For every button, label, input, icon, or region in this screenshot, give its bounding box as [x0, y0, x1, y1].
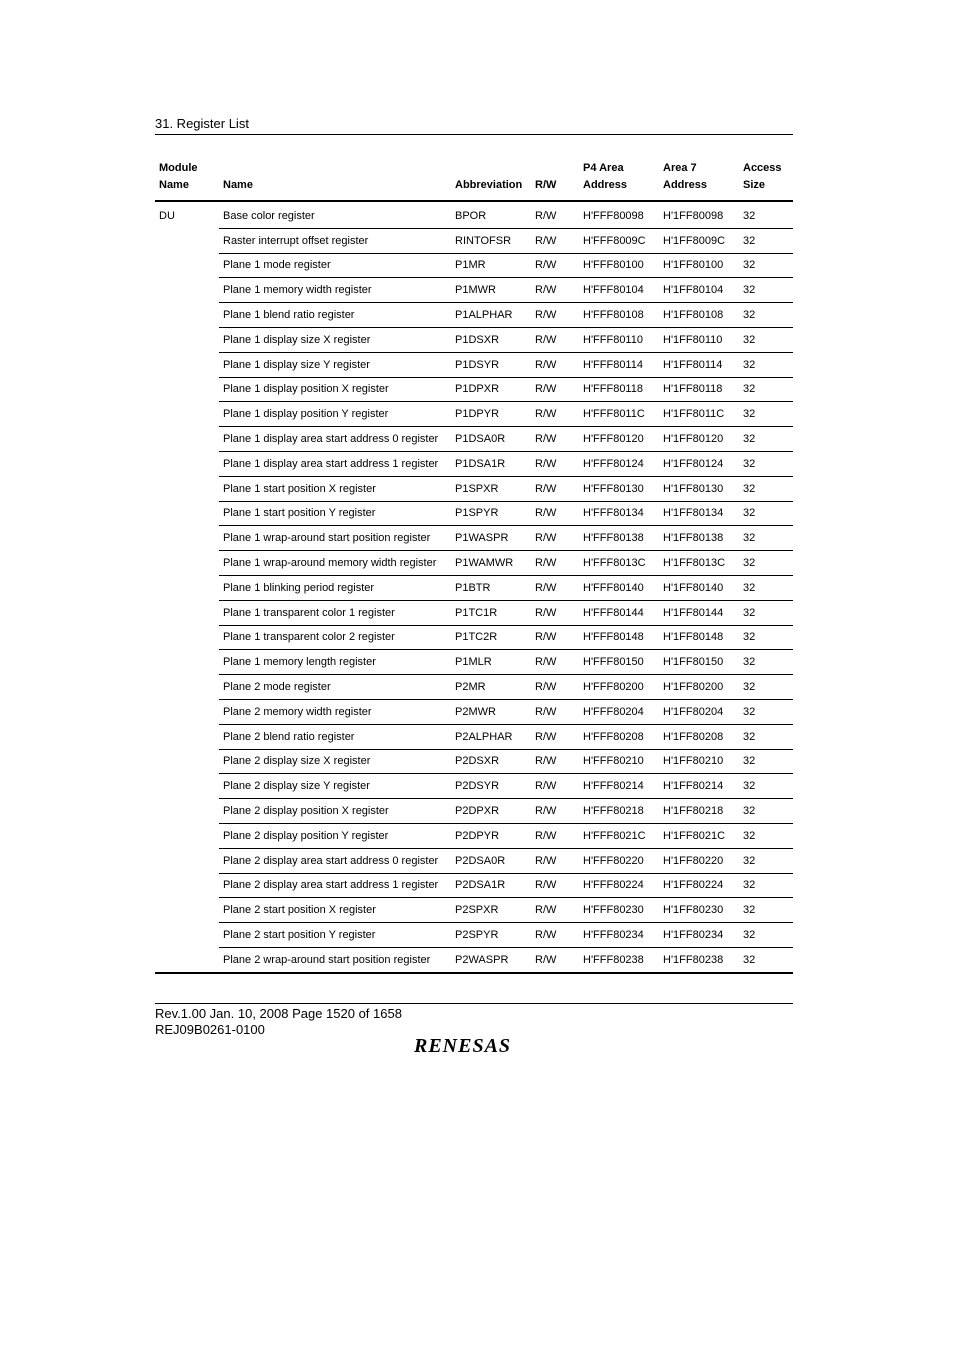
rw: R/W	[531, 749, 579, 774]
p4-address: H'FFF80200	[579, 675, 659, 700]
rw: R/W	[531, 774, 579, 799]
rw: R/W	[531, 551, 579, 576]
section-title: 31. Register List	[155, 116, 249, 131]
module-name	[155, 575, 219, 600]
access-size: 32	[739, 923, 793, 948]
access-size: 32	[739, 551, 793, 576]
rw: R/W	[531, 278, 579, 303]
module-name	[155, 278, 219, 303]
p4-address: H'FFF80218	[579, 799, 659, 824]
area7-address: H'1FF80110	[659, 327, 739, 352]
rw: R/W	[531, 352, 579, 377]
area7-address: H'1FF80108	[659, 303, 739, 328]
area7-address: H'1FF80218	[659, 799, 739, 824]
module-name	[155, 427, 219, 452]
rw: R/W	[531, 823, 579, 848]
rw: R/W	[531, 501, 579, 526]
table-row	[155, 823, 793, 848]
register-name: Plane 1 blend ratio register	[219, 303, 451, 328]
rw: R/W	[531, 402, 579, 427]
abbreviation: RINTOFSR	[451, 228, 531, 253]
p4-address: H'FFF80204	[579, 699, 659, 724]
module-name	[155, 327, 219, 352]
module-name	[155, 650, 219, 675]
area7-address: H'1FF80150	[659, 650, 739, 675]
register-name: Plane 1 transparent color 2 register	[219, 625, 451, 650]
revision-line: Rev.1.00 Jan. 10, 2008 Page 1520 of 1658	[155, 1006, 402, 1021]
area7-address: H'1FF80134	[659, 501, 739, 526]
module-name: DU	[159, 210, 175, 223]
renesas-logo-text: RENESAS	[414, 1035, 512, 1056]
register-name: Plane 2 display position X register	[219, 799, 451, 824]
abbreviation: P2DPXR	[451, 799, 531, 824]
abbreviation: P2MWR	[451, 699, 531, 724]
col-header-module: Module Name	[155, 160, 219, 201]
renesas-logo	[412, 1034, 534, 1056]
abbreviation: P2SPYR	[451, 923, 531, 948]
module-name	[155, 947, 219, 972]
access-size: 32	[739, 278, 793, 303]
col-header-p4-address: P4 Area Address	[579, 160, 659, 201]
area7-address: H'1FF80098	[659, 201, 739, 228]
p4-address: H'FFF80220	[579, 848, 659, 873]
rw: R/W	[531, 947, 579, 972]
register-name: Plane 2 mode register	[219, 675, 451, 700]
table-row	[155, 377, 793, 402]
table-row	[155, 923, 793, 948]
register-name: Plane 1 blinking period register	[219, 575, 451, 600]
access-size: 32	[739, 526, 793, 551]
access-size: 32	[739, 675, 793, 700]
p4-address: H'FFF80140	[579, 575, 659, 600]
abbreviation: P1SPXR	[451, 476, 531, 501]
module-name	[155, 724, 219, 749]
table-row	[155, 526, 793, 551]
p4-address: H'FFF8021C	[579, 823, 659, 848]
p4-address: H'FFF80100	[579, 253, 659, 278]
col-header-access-size: Access Size	[739, 160, 793, 201]
p4-address: H'FFF80114	[579, 352, 659, 377]
access-size: 32	[739, 575, 793, 600]
access-size: 32	[739, 799, 793, 824]
table-row	[155, 898, 793, 923]
access-size: 32	[739, 625, 793, 650]
module-name	[155, 228, 219, 253]
abbreviation: P2DSYR	[451, 774, 531, 799]
table-row	[155, 650, 793, 675]
abbreviation: P1DPXR	[451, 377, 531, 402]
register-name: Base color register	[219, 201, 451, 228]
access-size: 32	[739, 848, 793, 873]
register-name: Raster interrupt offset register	[219, 228, 451, 253]
table-row	[155, 278, 793, 303]
area7-address: H'1FF8021C	[659, 823, 739, 848]
area7-address: H'1FF80114	[659, 352, 739, 377]
register-name: Plane 2 display area start address 1 register	[219, 873, 451, 898]
module-name	[155, 823, 219, 848]
col-header-area7-address: Area 7 Address	[659, 160, 739, 201]
access-size: 32	[739, 377, 793, 402]
p4-address: H'FFF80230	[579, 898, 659, 923]
area7-address: H'1FF80230	[659, 898, 739, 923]
area7-address: H'1FF80204	[659, 699, 739, 724]
page-footer	[155, 1003, 793, 1038]
table-row	[155, 402, 793, 427]
module-name	[155, 699, 219, 724]
register-name: Plane 1 display size Y register	[219, 352, 451, 377]
area7-address: H'1FF80208	[659, 724, 739, 749]
p4-address: H'FFF80210	[579, 749, 659, 774]
area7-address: H'1FF80224	[659, 873, 739, 898]
abbreviation: P2ALPHAR	[451, 724, 531, 749]
register-name: Plane 1 start position Y register	[219, 501, 451, 526]
access-size: 32	[739, 898, 793, 923]
table-row	[155, 575, 793, 600]
module-name	[155, 675, 219, 700]
table-row	[155, 848, 793, 873]
area7-address: H'1FF8011C	[659, 402, 739, 427]
p4-address: H'FFF8011C	[579, 402, 659, 427]
area7-address: H'1FF80140	[659, 575, 739, 600]
access-size: 32	[739, 427, 793, 452]
rw: R/W	[531, 699, 579, 724]
p4-address: H'FFF80098	[579, 201, 659, 228]
register-name: Plane 1 display area start address 1 register	[219, 451, 451, 476]
p4-address: H'FFF80104	[579, 278, 659, 303]
rw: R/W	[531, 873, 579, 898]
register-name: Plane 1 wrap-around memory width register	[219, 551, 451, 576]
area7-address: H'1FF80238	[659, 947, 739, 972]
access-size: 32	[739, 201, 793, 228]
access-size: 32	[739, 749, 793, 774]
module-name	[155, 352, 219, 377]
module-name	[155, 402, 219, 427]
table-row	[155, 327, 793, 352]
rw: R/W	[531, 923, 579, 948]
module-name	[155, 873, 219, 898]
rw: R/W	[531, 650, 579, 675]
register-name: Plane 1 display area start address 0 register	[219, 427, 451, 452]
area7-address: H'1FF80118	[659, 377, 739, 402]
rw: R/W	[531, 625, 579, 650]
access-size: 32	[739, 402, 793, 427]
table-row	[155, 774, 793, 799]
area7-address: H'1FF80144	[659, 600, 739, 625]
module-name	[155, 377, 219, 402]
register-name: Plane 1 display position X register	[219, 377, 451, 402]
register-name: Plane 2 start position X register	[219, 898, 451, 923]
access-size: 32	[739, 823, 793, 848]
table-row	[155, 303, 793, 328]
access-size: 32	[739, 476, 793, 501]
table-row	[155, 799, 793, 824]
access-size: 32	[739, 352, 793, 377]
p4-address: H'FFF80110	[579, 327, 659, 352]
table-row	[155, 451, 793, 476]
register-name: Plane 2 display area start address 0 register	[219, 848, 451, 873]
abbreviation: P1TC1R	[451, 600, 531, 625]
access-size: 32	[739, 600, 793, 625]
table-row	[155, 699, 793, 724]
table-row	[155, 625, 793, 650]
area7-address: H'1FF80148	[659, 625, 739, 650]
abbreviation: P1ALPHAR	[451, 303, 531, 328]
register-name: Plane 1 mode register	[219, 253, 451, 278]
p4-address: H'FFF80130	[579, 476, 659, 501]
abbreviation: P2DSA0R	[451, 848, 531, 873]
area7-address: H'1FF80214	[659, 774, 739, 799]
p4-address: H'FFF80234	[579, 923, 659, 948]
p4-address: H'FFF80138	[579, 526, 659, 551]
area7-address: H'1FF80200	[659, 675, 739, 700]
register-name: Plane 2 display position Y register	[219, 823, 451, 848]
abbreviation: P1DSA0R	[451, 427, 531, 452]
area7-address: H'1FF80104	[659, 278, 739, 303]
register-name: Plane 1 display position Y register	[219, 402, 451, 427]
abbreviation: P1MR	[451, 253, 531, 278]
register-name: Plane 2 display size Y register	[219, 774, 451, 799]
p4-address: H'FFF80118	[579, 377, 659, 402]
module-name	[155, 551, 219, 576]
p4-address: H'FFF80124	[579, 451, 659, 476]
abbreviation: P1DPYR	[451, 402, 531, 427]
module-name	[155, 526, 219, 551]
module-name	[155, 600, 219, 625]
p4-address: H'FFF80108	[579, 303, 659, 328]
abbreviation: P1TC2R	[451, 625, 531, 650]
area7-address: H'1FF80120	[659, 427, 739, 452]
access-size: 32	[739, 650, 793, 675]
access-size: 32	[739, 228, 793, 253]
abbreviation: P2WASPR	[451, 947, 531, 972]
abbreviation: P2SPXR	[451, 898, 531, 923]
col-header-name: Name	[219, 160, 451, 201]
area7-address: H'1FF80124	[659, 451, 739, 476]
abbreviation: P2DSXR	[451, 749, 531, 774]
area7-address: H'1FF8013C	[659, 551, 739, 576]
rw: R/W	[531, 575, 579, 600]
register-name: Plane 1 wrap-around start position register	[219, 526, 451, 551]
table-row	[155, 201, 793, 228]
module-name	[155, 625, 219, 650]
abbreviation: BPOR	[451, 201, 531, 228]
register-name: Plane 2 memory width register	[219, 699, 451, 724]
table-row	[155, 253, 793, 278]
abbreviation: P1DSXR	[451, 327, 531, 352]
table-row	[155, 675, 793, 700]
p4-address: H'FFF80120	[579, 427, 659, 452]
table-body	[155, 201, 793, 973]
p4-address: H'FFF80224	[579, 873, 659, 898]
abbreviation: P1MLR	[451, 650, 531, 675]
rw: R/W	[531, 303, 579, 328]
abbreviation: P1DSYR	[451, 352, 531, 377]
rw: R/W	[531, 451, 579, 476]
table-row	[155, 749, 793, 774]
module-name	[155, 749, 219, 774]
access-size: 32	[739, 327, 793, 352]
rw: R/W	[531, 228, 579, 253]
p4-address: H'FFF80144	[579, 600, 659, 625]
module-name	[155, 774, 219, 799]
p4-address: H'FFF80208	[579, 724, 659, 749]
rw: R/W	[531, 526, 579, 551]
access-size: 32	[739, 699, 793, 724]
rw: R/W	[531, 799, 579, 824]
register-name: Plane 1 memory width register	[219, 278, 451, 303]
table-row	[155, 724, 793, 749]
area7-address: H'1FF80220	[659, 848, 739, 873]
register-name: Plane 2 display size X register	[219, 749, 451, 774]
abbreviation: P2DSA1R	[451, 873, 531, 898]
register-name: Plane 1 start position X register	[219, 476, 451, 501]
rw: R/W	[531, 327, 579, 352]
p4-address: H'FFF80214	[579, 774, 659, 799]
p4-address: H'FFF80148	[579, 625, 659, 650]
area7-address: H'1FF80130	[659, 476, 739, 501]
abbreviation: P1WAMWR	[451, 551, 531, 576]
register-name: Plane 2 start position Y register	[219, 923, 451, 948]
rw: R/W	[531, 675, 579, 700]
register-name: Plane 2 wrap-around start position register	[219, 947, 451, 972]
module-name	[155, 303, 219, 328]
rw: R/W	[531, 253, 579, 278]
access-size: 32	[739, 303, 793, 328]
p4-address: H'FFF80238	[579, 947, 659, 972]
register-name: Plane 2 blend ratio register	[219, 724, 451, 749]
module-name	[155, 898, 219, 923]
page-header	[155, 115, 793, 135]
table-row	[155, 947, 793, 972]
table-row	[155, 476, 793, 501]
col-header-abbreviation: Abbreviation	[451, 160, 531, 201]
area7-address: H'1FF80138	[659, 526, 739, 551]
abbreviation: P1SPYR	[451, 501, 531, 526]
table-header-row	[155, 160, 793, 201]
table-row	[155, 427, 793, 452]
abbreviation: P1BTR	[451, 575, 531, 600]
rw: R/W	[531, 476, 579, 501]
register-name: Plane 1 memory length register	[219, 650, 451, 675]
access-size: 32	[739, 451, 793, 476]
p4-address: H'FFF8009C	[579, 228, 659, 253]
table-row	[155, 352, 793, 377]
rw: R/W	[531, 377, 579, 402]
module-name	[155, 848, 219, 873]
register-name: Plane 1 transparent color 1 register	[219, 600, 451, 625]
rw: R/W	[531, 201, 579, 228]
access-size: 32	[739, 873, 793, 898]
rw: R/W	[531, 427, 579, 452]
access-size: 32	[739, 253, 793, 278]
access-size: 32	[739, 724, 793, 749]
document-number: REJ09B0261-0100	[155, 1022, 265, 1037]
access-size: 32	[739, 501, 793, 526]
table-row	[155, 228, 793, 253]
rw: R/W	[531, 898, 579, 923]
rw: R/W	[531, 724, 579, 749]
module-name	[155, 923, 219, 948]
area7-address: H'1FF80210	[659, 749, 739, 774]
p4-address: H'FFF8013C	[579, 551, 659, 576]
p4-address: H'FFF80134	[579, 501, 659, 526]
abbreviation: P1DSA1R	[451, 451, 531, 476]
access-size: 32	[739, 947, 793, 972]
table-row	[155, 600, 793, 625]
abbreviation: P2DPYR	[451, 823, 531, 848]
rw: R/W	[531, 600, 579, 625]
col-header-rw: R/W	[531, 160, 579, 201]
module-name	[155, 476, 219, 501]
access-size: 32	[739, 774, 793, 799]
abbreviation: P1WASPR	[451, 526, 531, 551]
register-name: Plane 1 display size X register	[219, 327, 451, 352]
table-row	[155, 873, 793, 898]
module-name	[155, 501, 219, 526]
module-name	[155, 799, 219, 824]
module-name	[155, 451, 219, 476]
area7-address: H'1FF8009C	[659, 228, 739, 253]
area7-address: H'1FF80234	[659, 923, 739, 948]
rw: R/W	[531, 848, 579, 873]
p4-address: H'FFF80150	[579, 650, 659, 675]
abbreviation: P2MR	[451, 675, 531, 700]
area7-address: H'1FF80100	[659, 253, 739, 278]
table-row	[155, 501, 793, 526]
module-name	[155, 253, 219, 278]
table-row	[155, 551, 793, 576]
abbreviation: P1MWR	[451, 278, 531, 303]
register-table	[155, 160, 793, 974]
